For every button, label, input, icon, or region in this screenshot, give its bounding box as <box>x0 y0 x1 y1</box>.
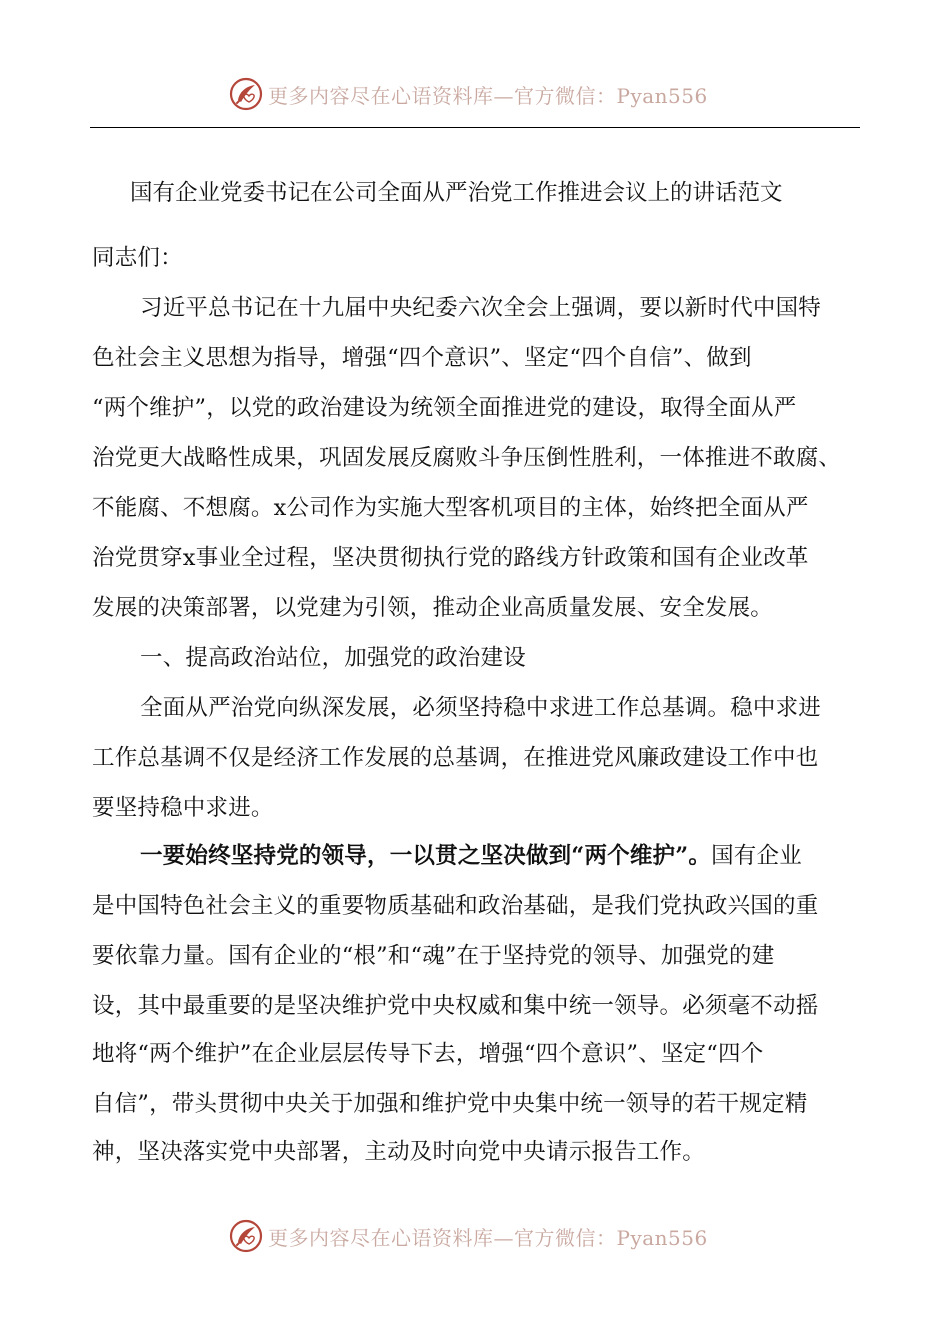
paragraph-line: 治党贯穿x事业全过程，坚决贯彻执行党的路线方针政策和国有企业改革 <box>92 545 809 571</box>
paragraph-line: 习近平总书记在十九届中央纪委六次全会上强调，要以新时代中国特 <box>140 295 822 321</box>
document-title: 国有企业党委书记在公司全面从严治党工作推进会议上的讲话范文 <box>130 180 783 206</box>
paragraph-line: 自信”，带头贯彻中央关于加强和维护党中央集中统一领导的若干规定精 <box>92 1091 808 1117</box>
paragraph-line: 神，坚决落实党中央部署，主动及时向党中央请示报告工作。 <box>92 1139 705 1165</box>
paragraph-line: 设，其中最重要的是坚决维护党中央权威和集中统一领导。必须毫不动摇 <box>92 993 819 1019</box>
pen-heart-logo-icon <box>228 1218 264 1254</box>
paragraph-line: 色社会主义思想为指导，增强“四个意识”、坚定“四个自信”、做到 <box>92 345 752 371</box>
lead-rest: 国有企业 <box>711 843 802 869</box>
header-watermark <box>0 74 950 114</box>
paragraph-line-lead <box>140 838 802 870</box>
paragraph-line: 不能腐、不想腐。x公司作为实施大型客机项目的主体，始终把全面从严 <box>92 495 809 521</box>
watermark-text: 更多内容尽在心语资料库—官方微信：Pyan556 <box>268 1225 708 1250</box>
salutation: 同志们： <box>92 245 183 271</box>
paragraph-line: 是中国特色社会主义的重要物质基础和政治基础，是我们党执政兴国的重 <box>92 893 819 919</box>
footer-watermark <box>0 1216 950 1256</box>
paragraph-line: 全面从严治党向纵深发展，必须坚持稳中求进工作总基调。稳中求进 <box>140 695 822 721</box>
paragraph-line: 地将“两个维护”在企业层层传导下去，增强“四个意识”、坚定“四个 <box>92 1041 764 1067</box>
paragraph-line: “两个维护”，以党的政治建设为统领全面推进党的建设，取得全面从严 <box>92 395 797 421</box>
paragraph-line: 工作总基调不仅是经济工作发展的总基调，在推进党风廉政建设工作中也 <box>92 745 819 771</box>
section-heading: 一、提高政治站位，加强党的政治建设 <box>140 645 526 671</box>
header-divider <box>90 127 860 128</box>
paragraph-line: 治党更大战略性成果，巩固发展反腐败斗争压倒性胜利，一体推进不敢腐、 <box>92 445 842 471</box>
paragraph-line: 要坚持稳中求进。 <box>92 795 274 821</box>
pen-heart-logo-icon <box>228 76 264 112</box>
paragraph-line: 发展的决策部署，以党建为引领，推动企业高质量发展、安全发展。 <box>92 595 774 621</box>
bold-lead: 一要始终坚持党的领导，一以贯之坚决做到“两个维护”。 <box>140 843 712 869</box>
watermark-text: 更多内容尽在心语资料库—官方微信：Pyan556 <box>268 83 708 108</box>
paragraph-line: 要依靠力量。国有企业的“根”和“魂”在于坚持党的领导、加强党的建 <box>92 943 775 969</box>
